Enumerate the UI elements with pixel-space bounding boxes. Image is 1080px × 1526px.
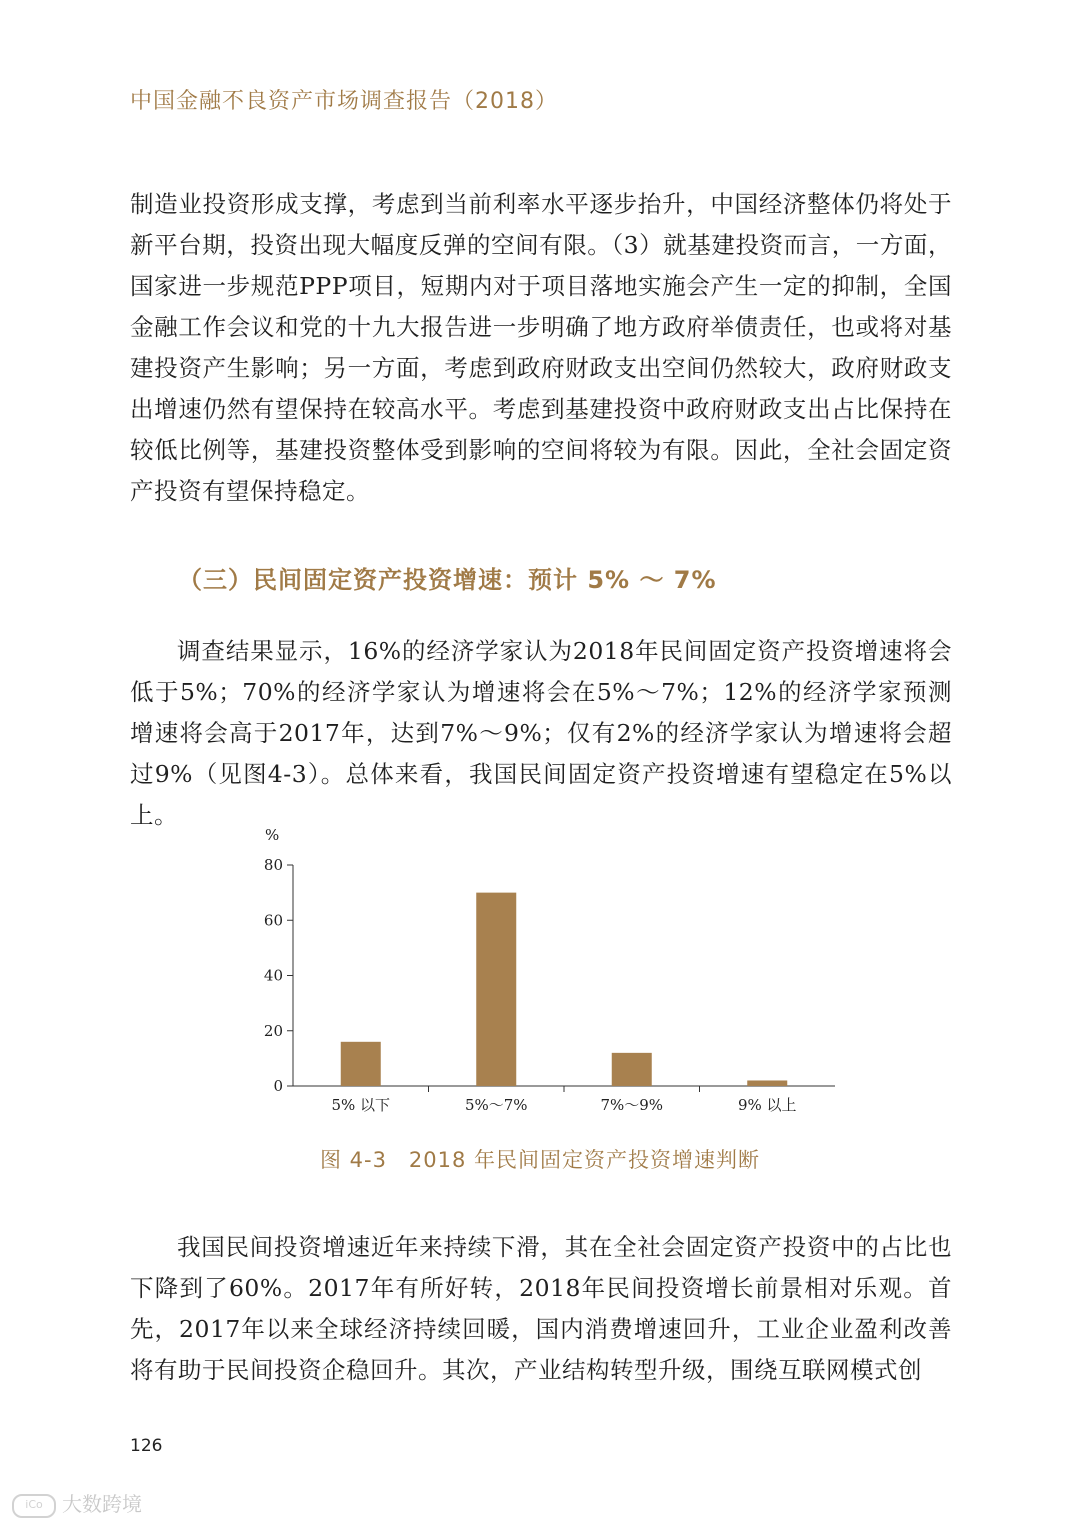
body-paragraph-1: 制造业投资形成支撑，考虑到当前利率水平逐步抬升，中国经济整体仍将处于新平台期，投资出现大幅度反弹的空间有限。（3）就基建投资而言，一方面，国家进一步规范PPP项目，短期内对于项目落地实施会产生一定的抑制，全国金融工作会议和党的十九大报告进一步明确了地方政府举债责任，也或将对基建投资产生影响；另一方面，考虑到政府财政支出空间仍然较大，政府财政支出增速仍然有望保持在较高水平。考虑到基建投资中政府财政支出占比保持在较低比例等，基建投资整体受到影响的空间将较为有限。因此，全社会固定资产投资有望保持稳定。 <box>130 190 952 505</box>
x-tick-label: 5% 以下 <box>331 1096 391 1114</box>
y-tick-label: 20 <box>263 1021 283 1040</box>
figure-caption: 图 4-3 2018 年民间固定资产投资增速判断 <box>319 1148 761 1172</box>
body-paragraph-3: 我国民间投资增速近年来持续下滑，其在全社会固定资产投资中的占比也下降到了60%。2017年有所好转，2018年民间投资增长前景相对乐观。首先，2017年以来全球经济持续回暖，国内消费增速回升，工业企业盈利改善将有助于民间投资企稳回升。其次，产业结构转型升级，围绕互联网模式创 <box>130 1233 952 1384</box>
section-heading: （三）民间固定资产投资增速：预计 5% ～ 7% <box>178 566 717 594</box>
bar-1 <box>341 1042 381 1086</box>
watermark-logo-icon: iCo <box>12 1494 56 1518</box>
y-tick-label: 40 <box>263 966 283 985</box>
y-tick-label: 80 <box>263 856 283 874</box>
x-tick-label: 9% 以上 <box>737 1096 797 1114</box>
watermark-text: 大数跨境 <box>62 1492 142 1516</box>
x-tick-label: 7%～9% <box>600 1096 664 1114</box>
body-paragraph-2: 调查结果显示，16%的经济学家认为2018年民间固定资产投资增速将会低于5%；70%的经济学家认为增速将会在5%～7%；12%的经济学家预测增速将会高于2017年，达到7%～9%；仅有2%的经济学家认为增速将会超过9%（见图4-3）。总体来看，我国民间固定资产投资增速有望稳定在5%以上。 <box>130 637 952 829</box>
x-tick-label: 5%～7% <box>464 1096 528 1114</box>
bar-3 <box>612 1053 652 1086</box>
y-tick-label: 60 <box>263 911 283 930</box>
page-number: 126 <box>130 1436 163 1456</box>
running-header: 中国金融不良资产市场调查报告（2018） <box>130 89 558 114</box>
y-tick-label: 0 <box>273 1077 283 1095</box>
bar-4 <box>747 1080 787 1086</box>
watermark <box>12 1488 142 1518</box>
y-axis-unit-label: % <box>265 826 280 844</box>
bar-chart <box>245 820 845 1120</box>
bar-2 <box>476 893 516 1086</box>
